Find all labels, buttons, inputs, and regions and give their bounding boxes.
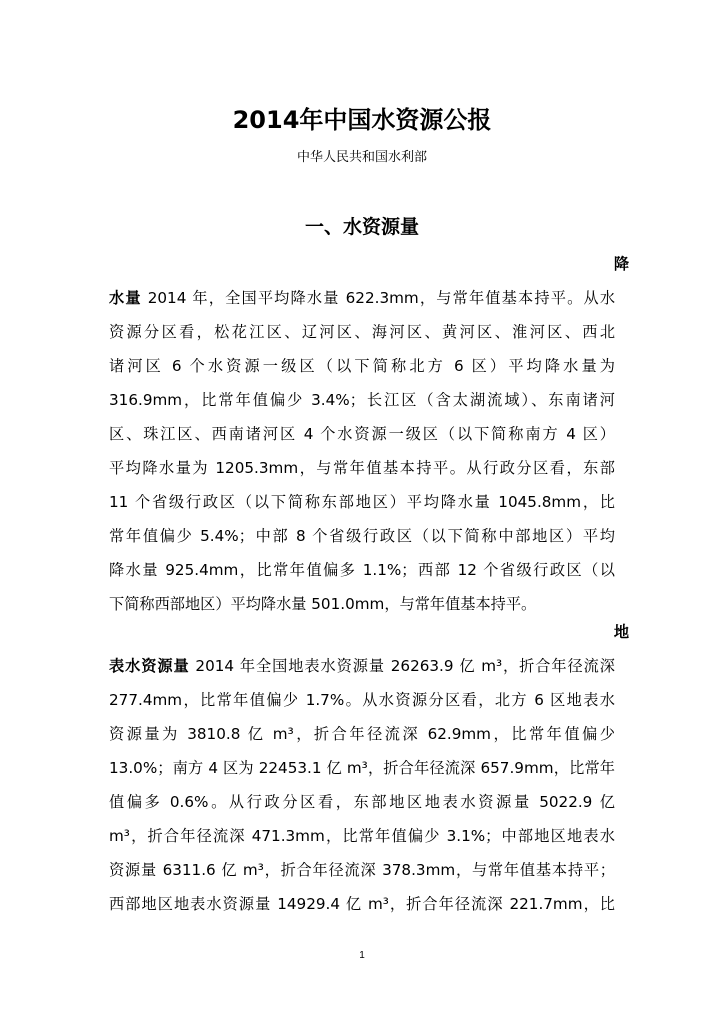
page-number: 1	[359, 950, 365, 961]
paragraph-heading-first-char: 地	[613, 623, 629, 641]
paragraph-heading-rest: 水量	[109, 289, 142, 307]
paragraph-line: 常年值偏少 5.4%；中部 8 个省级行政区（以下简称中部地区）平均	[109, 527, 615, 545]
paragraph-line: 区、珠江区、西南诸河区 4 个水资源一级区（以下简称南方 4 区）	[109, 425, 615, 443]
paragraph-line: 资源量为 3810.8 亿 m³，折合年径流深 62.9mm，比常年值偏少	[109, 725, 615, 743]
paragraph-line: 11 个省级行政区（以下简称东部地区）平均降水量 1045.8mm，比	[109, 493, 615, 511]
surface-water-paragraph	[109, 615, 629, 921]
paragraph-line: m³，折合年径流深 471.3mm，比常年值偏少 3.1%；中部地区地表水	[109, 827, 615, 845]
paragraph-line-text: 2014 年，全国平均降水量 622.3mm，与常年值基本持平。从水	[141, 289, 616, 307]
paragraph-line: 诸河区 6 个水资源一级区（以下简称北方 6 区）平均降水量为	[109, 357, 615, 375]
paragraph-line: 资源分区看，松花江区、辽河区、海河区、黄河区、淮河区、西北	[109, 323, 615, 341]
paragraph-line	[109, 281, 615, 315]
section-heading: 一、水资源量	[304, 216, 419, 238]
paragraph-line: 平均降水量为 1205.3mm，与常年值基本持平。从行政分区看，东部	[109, 459, 615, 477]
paragraph-line: 316.9mm，比常年值偏少 3.4%；长江区（含太湖流域）、东南诸河	[109, 391, 615, 409]
paragraph-line: 277.4mm，比常年值偏少 1.7%。从水资源分区看，北方 6 区地表水	[109, 691, 615, 709]
paragraph-heading-first-char: 降	[613, 255, 629, 273]
paragraph-line	[109, 649, 615, 683]
publisher-subtitle: 中华人民共和国水利部	[296, 150, 427, 165]
precipitation-paragraph	[109, 247, 629, 621]
paragraph-line: 下简称西部地区）平均降水量 501.0mm，与常年值基本持平。	[109, 595, 537, 613]
paragraph-heading-rest: 表水资源量	[109, 657, 190, 675]
paragraph-line: 西部地区地表水资源量 14929.4 亿 m³，折合年径流深 221.7mm，比	[109, 895, 615, 913]
paragraph-line-text: 2014 年全国地表水资源量 26263.9 亿 m³，折合年径流深	[189, 657, 615, 675]
paragraph-line: 资源量 6311.6 亿 m³，折合年径流深 378.3mm，与常年值基本持平；	[109, 861, 615, 879]
page-title: 2014年中国水资源公报	[232, 106, 492, 134]
paragraph-line: 13.0%；南方 4 区为 22453.1 亿 m³，折合年径流深 657.9mm，比常年	[109, 759, 615, 777]
paragraph-line: 降水量 925.4mm，比常年值偏多 1.1%；西部 12 个省级行政区（以	[109, 561, 615, 579]
paragraph-line: 值偏多 0.6%。从行政分区看，东部地区地表水资源量 5022.9 亿	[109, 793, 615, 811]
